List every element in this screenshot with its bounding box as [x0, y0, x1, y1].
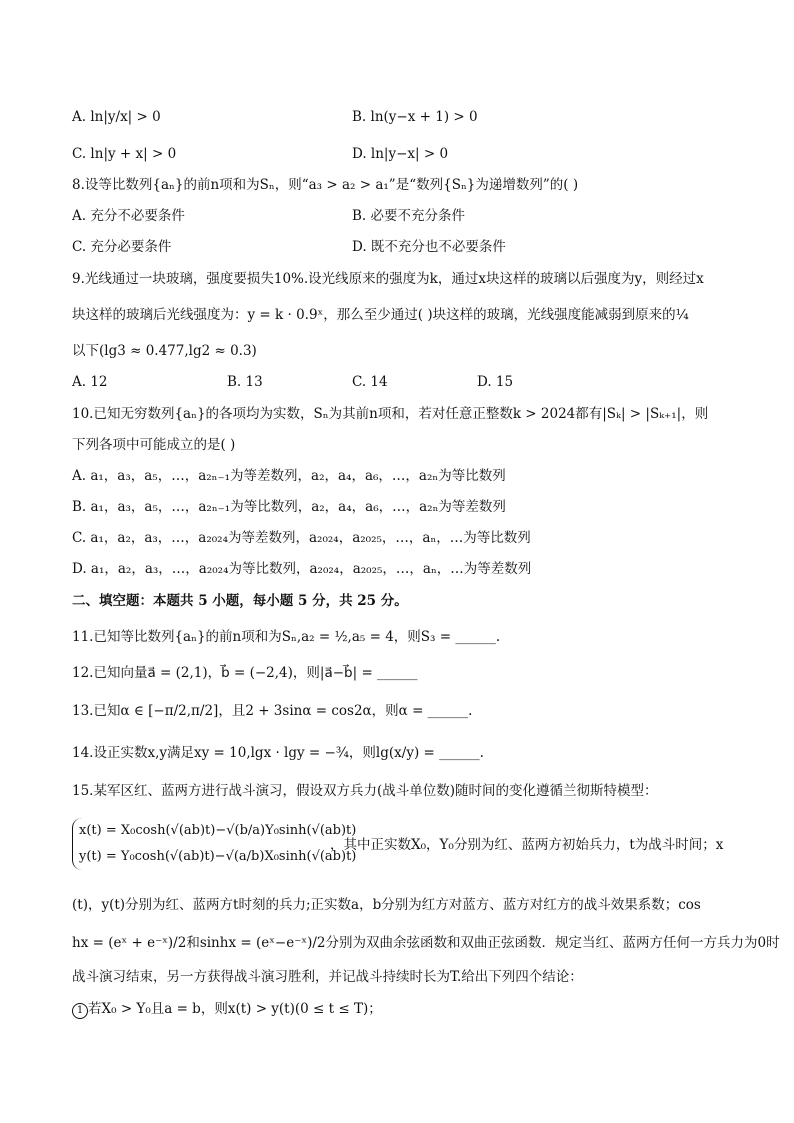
q8-option-b: B. 必要不充分条件 — [352, 208, 466, 224]
q9-stem-line3: 以下(lg3 ≈ 0.477,lg2 ≈ 0.3) — [72, 343, 257, 359]
q9-option-d: D. 15 — [477, 374, 514, 390]
q15-system-description: ，其中正实数X₀，Y₀分别为红、蓝两方初始兵力，t为战斗时间；x — [330, 837, 724, 853]
equation-x: x(t) = X₀cosh(√(ab)t)−√(b/a)Y₀sinh(√(ab)t) — [79, 823, 357, 838]
q13: 13.已知α ∈ [−π/2,π/2]，且2 + 3sinα = cos2α，则α = ______. — [72, 703, 473, 719]
q8-option-a: A. 充分不必要条件 — [72, 208, 185, 224]
q10-option-c: C. a₁，a₂，a₃，…，a₂₀₂₄为等差数列，a₂₀₂₄，a₂₀₂₅，…，aₙ，…为等比数列 — [72, 530, 531, 546]
q15-conclusion-1-text: 若X₀ > Y₀且a = b，则x(t) > y(t)(0 ≤ t ≤ T)； — [88, 1001, 382, 1017]
q15-conclusion-1 — [72, 1000, 382, 1019]
q14: 14.设正实数x,y满足xy = 10,lgx · lgy = −¾，则lg(x/y) = ______. — [72, 745, 484, 761]
q8-option-c: C. 充分必要条件 — [72, 239, 172, 255]
q11: 11.已知等比数列{aₙ}的前n项和为Sₙ,a₂ = ½,a₅ = 4，则S₃ = ______. — [72, 629, 501, 645]
q15-stem-line1: 15.某军区红、蓝两方进行战斗演习，假设双方兵力(战斗单位数)随时间的变化遵循兰彻斯特模型： — [72, 783, 658, 799]
q8-option-d: D. 既不充分也不必要条件 — [352, 239, 506, 255]
equation-y: y(t) = Y₀cosh(√(ab)t)−√(a/b)X₀sinh(√(ab)t) — [79, 849, 357, 864]
q15-stem-line5: 战斗演习结束，另一方获得战斗演习胜利，并记战斗持续时长为T.给出下列四个结论： — [72, 969, 583, 985]
q9-stem-line1: 9.光线通过一块玻璃，强度要损失10%.设光线原来的强度为k，通过x块这样的玻璃以后强度为y，则经过x — [72, 271, 704, 287]
q10-stem-line1: 10.已知无穷数列{aₙ}的各项均为实数，Sₙ为其前n项和，若对任意正整数k > 2024都有|Sₖ| > |Sₖ₊₁|，则 — [72, 406, 709, 422]
q9-option-c: C. 14 — [352, 374, 388, 390]
circled-number-1: 1 — [72, 1003, 88, 1019]
q15-stem-line4: hx = (eˣ + e⁻ˣ)/2和sinhx = (eˣ−e⁻ˣ)/2分别为双曲余弦函数和双曲正弦函数．规定当红、蓝两方任何一方兵力为0时 — [72, 935, 780, 951]
q12: 12.已知向量a⃗ = (2,1)，b⃗ = (−2,4)，则|a⃗−b⃗| = ______ — [72, 665, 418, 681]
q10-option-a: A. a₁，a₃，a₅，…，a₂ₙ₋₁为等差数列，a₂，a₄，a₆，…，a₂ₙ为等比数列 — [72, 468, 506, 484]
q7-option-c: C. ln|y + x| > 0 — [72, 146, 177, 162]
q15-stem-line3: (t)，y(t)分别为红、蓝两方t时刻的兵力;正实数a，b分别为红方对蓝方、蓝方对红方的战斗效果系数；cos — [72, 897, 701, 913]
q10-stem-line2: 下列各项中可能成立的是( ) — [72, 437, 236, 453]
q7-option-b: B. ln(y−x + 1) > 0 — [352, 109, 478, 125]
q10-option-b: B. a₁，a₃，a₅，…，a₂ₙ₋₁为等比数列，a₂，a₄，a₆，…，a₂ₙ为等差数列 — [72, 499, 506, 515]
q7-option-d: D. ln|y−x| > 0 — [352, 146, 449, 162]
q9-stem-line2: 块这样的玻璃后光线强度为：y = k · 0.9ˣ，那么至少通过( )块这样的玻璃，光线强度能减弱到原来的¼ — [72, 307, 689, 323]
q7-option-a: A. ln|y/x| > 0 — [72, 109, 161, 125]
lanchester-equation-system — [72, 818, 357, 870]
q9-option-b: B. 13 — [227, 374, 263, 390]
q8-stem: 8.设等比数列{aₙ}的前n项和为Sₙ，则“a₃ > a₂ > a₁”是“数列{Sₙ}为递增数列”的( ) — [72, 177, 579, 193]
section-fill-in-blank-heading: 二、填空题：本题共 5 小题，每小题 5 分，共 25 分。 — [72, 593, 408, 609]
q9-option-a: A. 12 — [72, 374, 108, 390]
q10-option-d: D. a₁，a₂，a₃，…，a₂₀₂₄为等比数列，a₂₀₂₄，a₂₀₂₅，…，aₙ，…为等差数列 — [72, 561, 532, 577]
